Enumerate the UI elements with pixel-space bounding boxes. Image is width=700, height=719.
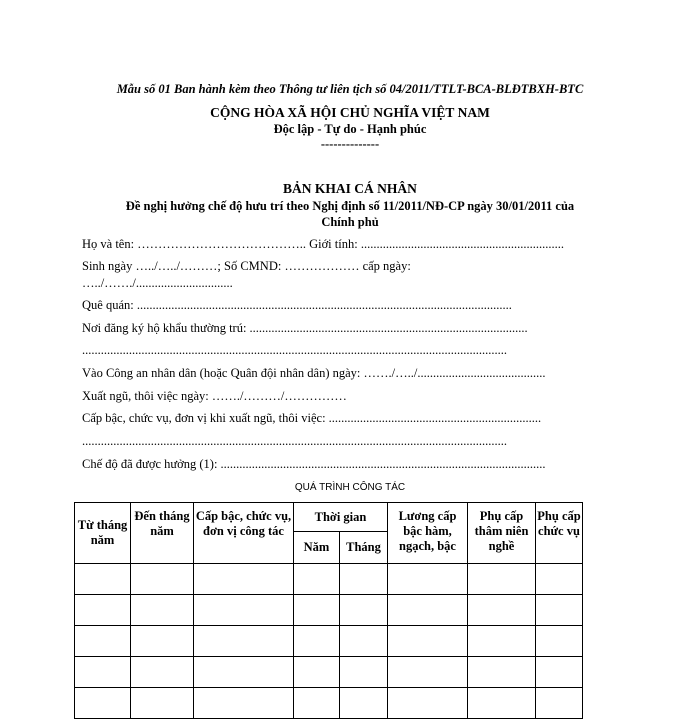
table-cell[interactable] (294, 657, 340, 688)
table-cell[interactable] (340, 595, 388, 626)
table-cell[interactable] (131, 688, 194, 719)
table-cell[interactable] (388, 595, 468, 626)
table-cell[interactable] (388, 626, 468, 657)
form-subtitle-cont: Chính phủ (321, 215, 379, 229)
col-header-month: Tháng (340, 532, 388, 564)
table-cell[interactable] (468, 564, 536, 595)
table-cell[interactable] (194, 595, 294, 626)
table-cell[interactable] (75, 564, 131, 595)
table-cell[interactable] (468, 595, 536, 626)
table-cell[interactable] (294, 595, 340, 626)
table-row (75, 595, 583, 626)
table-row (75, 657, 583, 688)
table-cell[interactable] (536, 626, 583, 657)
col-header-seniority: Phụ cấp thâm niên nghề (468, 503, 536, 564)
table-cell[interactable] (468, 626, 536, 657)
country-name: CỘNG HÒA XÃ HỘI CHỦ NGHĨA VIỆT NAM (210, 105, 490, 120)
col-header-salary: Lương cấp bậc hàm, ngạch, bậc (388, 503, 468, 564)
table-cell[interactable] (131, 626, 194, 657)
form-subtitle: Đề nghị hưởng chế độ hưu trí theo Nghị định số 11/2011/NĐ-CP ngày 30/01/2011 của (125, 199, 575, 213)
table-cell[interactable] (194, 688, 294, 719)
name-gender-field[interactable]: Họ và tên: ………………………………….. Giới tính: ................................................................. (82, 237, 564, 251)
id-issue-date-field[interactable]: …../……./............................... (82, 276, 233, 290)
table-cell[interactable] (75, 688, 131, 719)
col-header-time: Thời gian (294, 503, 388, 532)
table-row (75, 564, 583, 595)
col-header-allowance: Phụ cấp chức vụ (536, 503, 583, 564)
enlistment-date-field[interactable]: Vào Công an nhân dân (hoặc Quân đội nhân dân) ngày: ……./…../......................................... (82, 366, 546, 380)
table-cell[interactable] (75, 626, 131, 657)
table-header-row (75, 503, 583, 532)
table-cell[interactable] (340, 688, 388, 719)
table-cell[interactable] (468, 657, 536, 688)
table-cell[interactable] (536, 595, 583, 626)
form-number-note: Mẫu số 01 Ban hành kèm theo Thông tư liên tịch số 04/2011/TTLT-BCA-BLĐTBXH-BTC (116, 82, 584, 96)
table-cell[interactable] (131, 564, 194, 595)
table-cell[interactable] (194, 564, 294, 595)
table-cell[interactable] (294, 626, 340, 657)
national-motto: Độc lập - Tự do - Hạnh phúc (273, 122, 427, 136)
work-history-table (74, 502, 583, 719)
col-header-to: Đến tháng năm (131, 503, 194, 564)
table-cell[interactable] (75, 595, 131, 626)
table-cell[interactable] (536, 657, 583, 688)
discharge-date-field[interactable]: Xuất ngũ, thôi việc ngày: ……./………/…………… (82, 389, 347, 403)
table-cell[interactable] (468, 688, 536, 719)
hometown-field[interactable]: Quê quán: ........................................................................................................................ (82, 298, 512, 312)
table-cell[interactable] (194, 657, 294, 688)
table-cell[interactable] (340, 657, 388, 688)
form-title: BẢN KHAI CÁ NHÂN (283, 181, 417, 196)
rank-position-field[interactable]: Cấp bậc, chức vụ, đơn vị khi xuất ngũ, thôi việc: .................................................................... (82, 411, 542, 425)
table-cell[interactable] (340, 626, 388, 657)
table-cell[interactable] (131, 595, 194, 626)
table-row (75, 688, 583, 719)
birth-id-field[interactable]: Sinh ngày …../…../………; Số CMND: ……………… cấp ngày: (82, 259, 411, 273)
benefit-received-field[interactable]: Chế độ đã được hưởng (1): ........................................................................................................ (82, 457, 546, 471)
col-header-position: Cấp bậc, chức vụ, đơn vị công tác (194, 503, 294, 564)
table-cell[interactable] (388, 688, 468, 719)
table-cell[interactable] (388, 564, 468, 595)
table-row (75, 626, 583, 657)
residence-field-cont[interactable]: ........................................................................................................................................ (82, 343, 507, 357)
rank-position-field-cont[interactable]: ........................................................................................................................................ (82, 434, 507, 448)
col-header-year: Năm (294, 532, 340, 564)
header-divider: -------------- (320, 137, 380, 151)
table-cell[interactable] (294, 564, 340, 595)
table-cell[interactable] (388, 657, 468, 688)
table-cell[interactable] (131, 657, 194, 688)
table-cell[interactable] (340, 564, 388, 595)
table-cell[interactable] (536, 688, 583, 719)
table-cell[interactable] (194, 626, 294, 657)
table-cell[interactable] (294, 688, 340, 719)
work-history-title: QUÁ TRÌNH CÔNG TÁC (294, 482, 406, 493)
col-header-from: Từ tháng năm (75, 503, 131, 564)
residence-field[interactable]: Nơi đăng ký hộ khẩu thường trú: ......................................................................................... (82, 321, 528, 335)
table-cell[interactable] (75, 657, 131, 688)
table-cell[interactable] (536, 564, 583, 595)
